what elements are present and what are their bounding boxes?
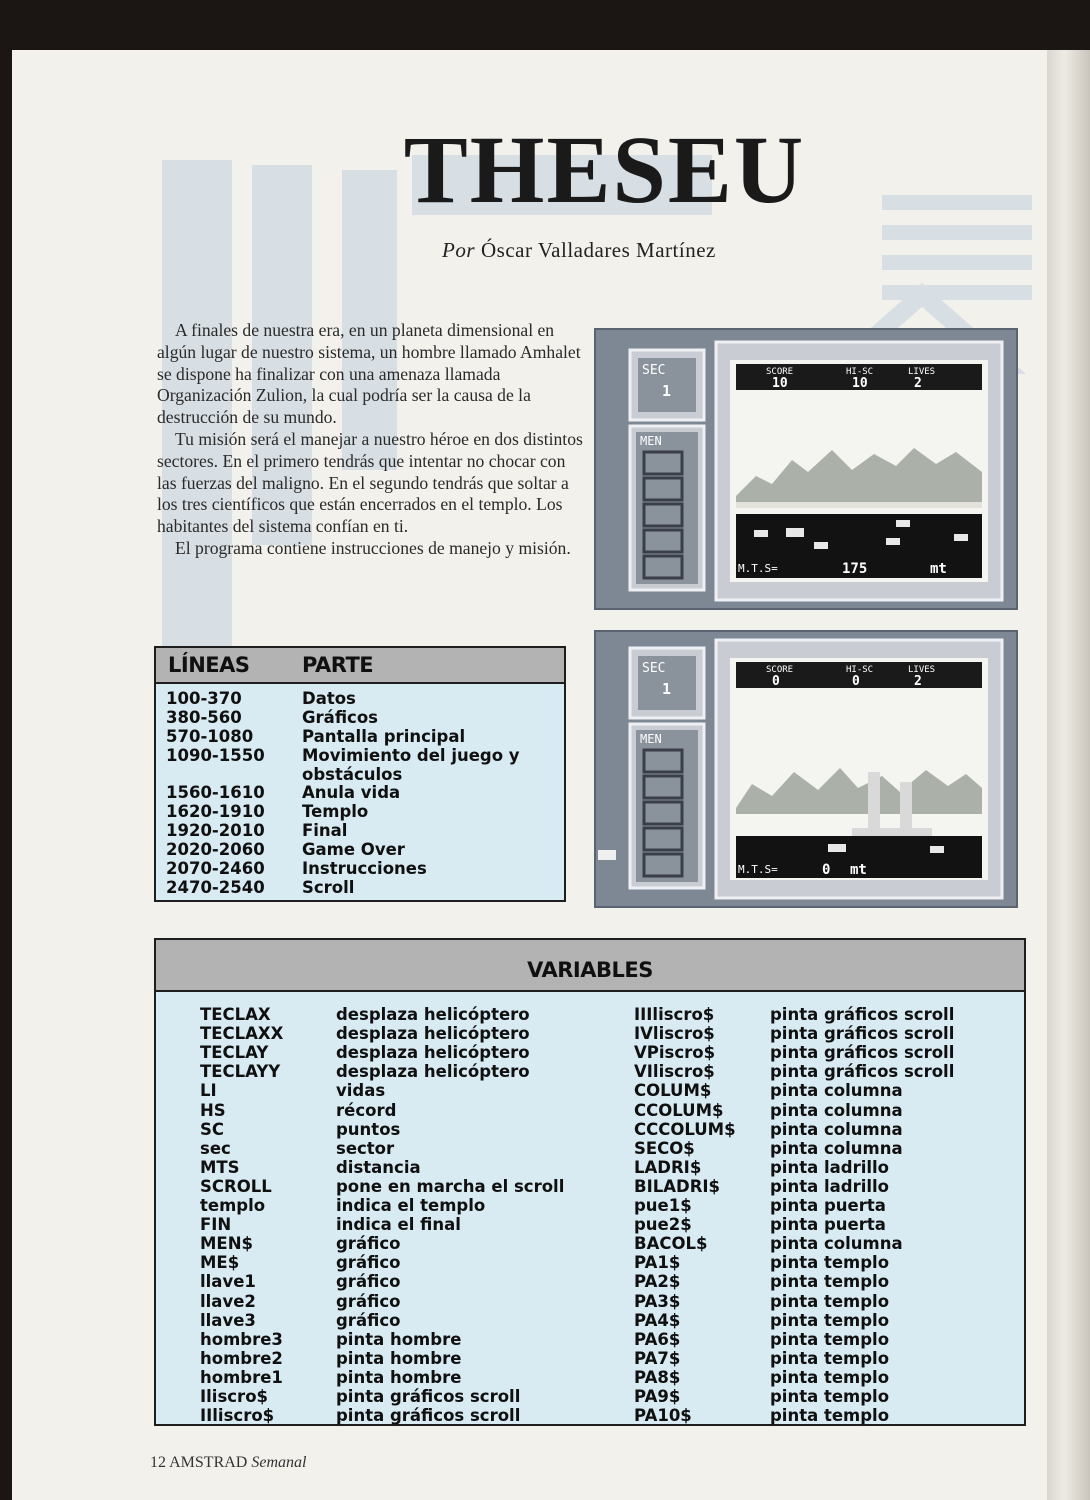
lines-part: Datos xyxy=(302,689,356,708)
sec-value: 1 xyxy=(662,680,672,698)
lines-part: Final xyxy=(302,821,348,841)
variable-description: gráfico xyxy=(336,1253,401,1273)
variable-description: pinta gráficos scroll xyxy=(336,1387,521,1406)
variable-name: VIliscro$ xyxy=(634,1062,715,1082)
variable-description: pinta templo xyxy=(770,1367,890,1387)
variable-description: puntos xyxy=(336,1119,401,1139)
variable-description: pinta templo xyxy=(770,1291,890,1311)
lines-row xyxy=(156,803,564,822)
sec-value: 1 xyxy=(662,382,672,400)
variable-description: pinta gráficos scroll xyxy=(770,1043,955,1063)
lines-part: Scroll xyxy=(302,877,355,897)
variable-name: pue1$ xyxy=(634,1196,692,1215)
variable-description: récord xyxy=(336,1100,397,1120)
variable-name: CCCOLUM$ xyxy=(634,1119,736,1139)
variable-name: IIliscro$ xyxy=(200,1406,275,1426)
variables-header: VARIABLES xyxy=(156,940,1024,992)
lines-range: 1620-1910 xyxy=(166,802,265,822)
variable-name: PA8$ xyxy=(634,1367,681,1387)
score-label: SCORE xyxy=(766,665,794,675)
article-title: THESEU xyxy=(403,116,806,223)
hisc-label: HI-SC xyxy=(846,367,874,377)
variable-description: pinta columna xyxy=(770,1234,903,1254)
variable-description: pinta templo xyxy=(770,1272,890,1292)
variable-name: llave1 xyxy=(200,1272,256,1292)
paragraph-1: A finales de nuestra era, en un planeta dimensional en algún lugar de nuestro sistema, un hombre llamado Amhalet se dispone ha finalizar con una amenaza llamada Organización Zulion, la cual podría ser la causa de la destrucción de su mundo. xyxy=(157,320,581,428)
variable-name: sec xyxy=(200,1138,231,1158)
score-value: 0 xyxy=(772,674,780,689)
variable-description: desplaza helicóptero xyxy=(336,1005,530,1024)
variable-name: PA2$ xyxy=(634,1272,681,1292)
variable-description: gráfico xyxy=(336,1291,401,1311)
variable-description: pinta templo xyxy=(770,1406,890,1426)
lines-range: 380-560 xyxy=(166,707,242,727)
variable-description: pinta gráficos scroll xyxy=(770,1024,955,1044)
header-lines: LÍNEAS xyxy=(168,653,250,677)
lines-part: Gráficos xyxy=(302,707,378,727)
variable-description: gráfico xyxy=(336,1234,401,1254)
variable-name: templo xyxy=(200,1196,266,1215)
variable-name: SECO$ xyxy=(634,1138,695,1158)
variable-description: indica el templo xyxy=(336,1196,486,1215)
lives-label: LIVES xyxy=(908,665,936,675)
lives-label: LIVES xyxy=(908,367,936,377)
variable-name: IVliscro$ xyxy=(634,1024,715,1044)
variable-description: pinta hombre xyxy=(336,1329,462,1349)
lines-part: Templo xyxy=(302,802,369,822)
byline-prefix: Por xyxy=(442,238,475,262)
lines-table-header xyxy=(156,648,564,684)
variables-table xyxy=(154,938,1026,1426)
lines-part: Instrucciones xyxy=(302,859,427,879)
variable-description: pinta templo xyxy=(770,1310,890,1330)
variable-description: pinta gráficos scroll xyxy=(770,1005,955,1024)
score-value: 10 xyxy=(772,376,788,391)
variable-description: pinta hombre xyxy=(336,1367,462,1387)
variable-name: IIIliscro$ xyxy=(634,1005,715,1024)
author-name: Óscar Valladares Martínez xyxy=(481,238,716,262)
variable-description: pinta columna xyxy=(770,1100,903,1120)
lines-range: 100-370 xyxy=(166,689,242,708)
lines-part: Movimiento del juego y xyxy=(302,745,520,765)
lines-row xyxy=(156,860,564,879)
variable-name: TECLAXX xyxy=(200,1024,284,1044)
lines-part: Game Over xyxy=(302,840,405,860)
magazine-name: AMSTRAD xyxy=(169,1454,248,1471)
score-label: SCORE xyxy=(766,367,794,377)
men-label: MEN xyxy=(640,434,662,448)
lines-range: 1090-1550 xyxy=(166,745,265,765)
variable-description: pinta ladrillo xyxy=(770,1157,890,1177)
mts-unit: mt xyxy=(850,862,867,878)
lines-row xyxy=(156,879,564,898)
variable-name: BILADRI$ xyxy=(634,1176,721,1196)
variable-description: pinta columna xyxy=(770,1138,903,1158)
lines-table-body xyxy=(156,684,564,898)
lives-value: 2 xyxy=(914,376,922,391)
mts-label: M.T.S= xyxy=(738,562,778,575)
lines-range: 1560-1610 xyxy=(166,783,265,803)
variable-name: pue2$ xyxy=(634,1215,692,1235)
lines-part: Anula vida xyxy=(302,783,401,803)
article-body xyxy=(157,320,585,560)
magazine-page xyxy=(12,50,1047,1500)
variable-description: pinta templo xyxy=(770,1387,890,1406)
variable-name: HS xyxy=(200,1100,226,1120)
variable-description: indica el final xyxy=(336,1215,461,1235)
variable-name: llave3 xyxy=(200,1310,256,1330)
variable-name: PA6$ xyxy=(634,1329,681,1349)
variable-description: pinta puerta xyxy=(770,1215,886,1235)
sec-label: SEC xyxy=(642,661,666,676)
variable-description: pinta columna xyxy=(770,1081,903,1101)
variable-name: MTS xyxy=(200,1157,240,1177)
variable-description: desplaza helicóptero xyxy=(336,1024,530,1044)
variable-description: pinta ladrillo xyxy=(770,1176,890,1196)
page-number: 12 xyxy=(150,1454,166,1471)
variable-name: TECLAYY xyxy=(200,1062,281,1082)
mts-value: 175 xyxy=(842,561,868,577)
variable-description: pinta templo xyxy=(770,1329,890,1349)
variable-name: MEN$ xyxy=(200,1234,253,1254)
variable-name: TECLAY xyxy=(200,1043,269,1063)
sec-label: SEC xyxy=(642,363,666,378)
lines-row xyxy=(156,709,564,728)
variable-name: COLUM$ xyxy=(634,1081,712,1101)
lines-part: Pantalla principal xyxy=(302,726,466,746)
mts-unit: mt xyxy=(930,561,947,577)
variable-description: pinta templo xyxy=(770,1253,890,1273)
variable-name: BACOL$ xyxy=(634,1234,708,1254)
variable-name: CCOLUM$ xyxy=(634,1100,724,1120)
variable-description: desplaza helicóptero xyxy=(336,1043,530,1063)
hisc-value: 10 xyxy=(852,376,868,391)
variable-name: PA10$ xyxy=(634,1406,692,1426)
variable-name: Iliscro$ xyxy=(200,1387,269,1406)
variable-name: FIN xyxy=(200,1215,232,1235)
game-screenshot-2 xyxy=(594,630,1018,908)
mts-label: M.T.S= xyxy=(738,863,778,876)
next-page-edge xyxy=(1047,50,1090,1500)
magazine-frequency: Semanal xyxy=(251,1454,307,1471)
variable-description: pinta gráficos scroll xyxy=(770,1062,955,1082)
lines-range: 2470-2540 xyxy=(166,877,265,897)
variable-name: ME$ xyxy=(200,1253,240,1273)
lines-row xyxy=(156,784,564,803)
variable-name: SC xyxy=(200,1119,224,1139)
game-screenshot-1 xyxy=(594,328,1018,610)
variable-description: gráfico xyxy=(336,1310,401,1330)
lines-row xyxy=(156,728,564,747)
lines-table xyxy=(154,646,566,902)
header-part: PARTE xyxy=(302,653,374,677)
lines-row xyxy=(156,747,564,766)
variable-description: pinta columna xyxy=(770,1119,903,1139)
mts-value: 0 xyxy=(822,862,831,878)
byline xyxy=(442,238,716,263)
hisc-label: HI-SC xyxy=(846,665,874,675)
variable-description: pinta gráficos scroll xyxy=(336,1406,521,1426)
lines-range: 2070-2460 xyxy=(166,859,265,879)
variable-name: LADRI$ xyxy=(634,1157,702,1177)
variable-name: SCROLL xyxy=(200,1176,272,1196)
variable-description: distancia xyxy=(336,1157,421,1177)
variable-description: gráfico xyxy=(336,1272,401,1292)
variable-name: hombre3 xyxy=(200,1329,283,1349)
lines-row xyxy=(156,690,564,709)
lines-row xyxy=(156,841,564,860)
men-label: MEN xyxy=(640,732,662,746)
variable-description: pone en marcha el scroll xyxy=(336,1176,565,1196)
paragraph-2: Tu misión será el manejar a nuestro héroe en dos distintos sectores. En el primero tendrás que intentar no chocar con las fuerzas del maligno. En el segundo tendrás que soltar a los tres científicos que están encerrados en el templo. Los habitantes del sistema confían en ti. xyxy=(157,428,583,537)
variable-name: PA7$ xyxy=(634,1348,681,1368)
lines-row xyxy=(156,766,564,785)
variable-name: VPiscro$ xyxy=(634,1043,716,1063)
variable-name: PA3$ xyxy=(634,1291,681,1311)
variable-description: sector xyxy=(336,1138,395,1158)
variable-description: vidas xyxy=(336,1081,386,1101)
paragraph-3: El programa contiene instrucciones de manejo y misión. xyxy=(175,537,571,558)
variable-description: desplaza helicóptero xyxy=(336,1062,530,1082)
variable-description: pinta hombre xyxy=(336,1348,462,1368)
lines-range: 570-1080 xyxy=(166,726,254,746)
page-footer xyxy=(150,1454,306,1472)
variable-description: pinta puerta xyxy=(770,1196,886,1215)
lines-range: 1920-2010 xyxy=(166,821,265,841)
variable-name: PA9$ xyxy=(634,1387,681,1406)
lines-part: obstáculos xyxy=(302,764,403,784)
variable-name: PA4$ xyxy=(634,1310,681,1330)
lives-value: 2 xyxy=(914,674,922,689)
lines-range: 2020-2060 xyxy=(166,840,265,860)
variable-name: hombre1 xyxy=(200,1367,283,1387)
variable-name: llave2 xyxy=(200,1291,256,1311)
variable-name: hombre2 xyxy=(200,1348,283,1368)
variable-name: PA1$ xyxy=(634,1253,681,1273)
variable-name: LI xyxy=(200,1081,217,1101)
variable-name: TECLAX xyxy=(200,1005,271,1024)
lines-row xyxy=(156,822,564,841)
hisc-value: 0 xyxy=(852,674,860,689)
variable-description: pinta templo xyxy=(770,1348,890,1368)
